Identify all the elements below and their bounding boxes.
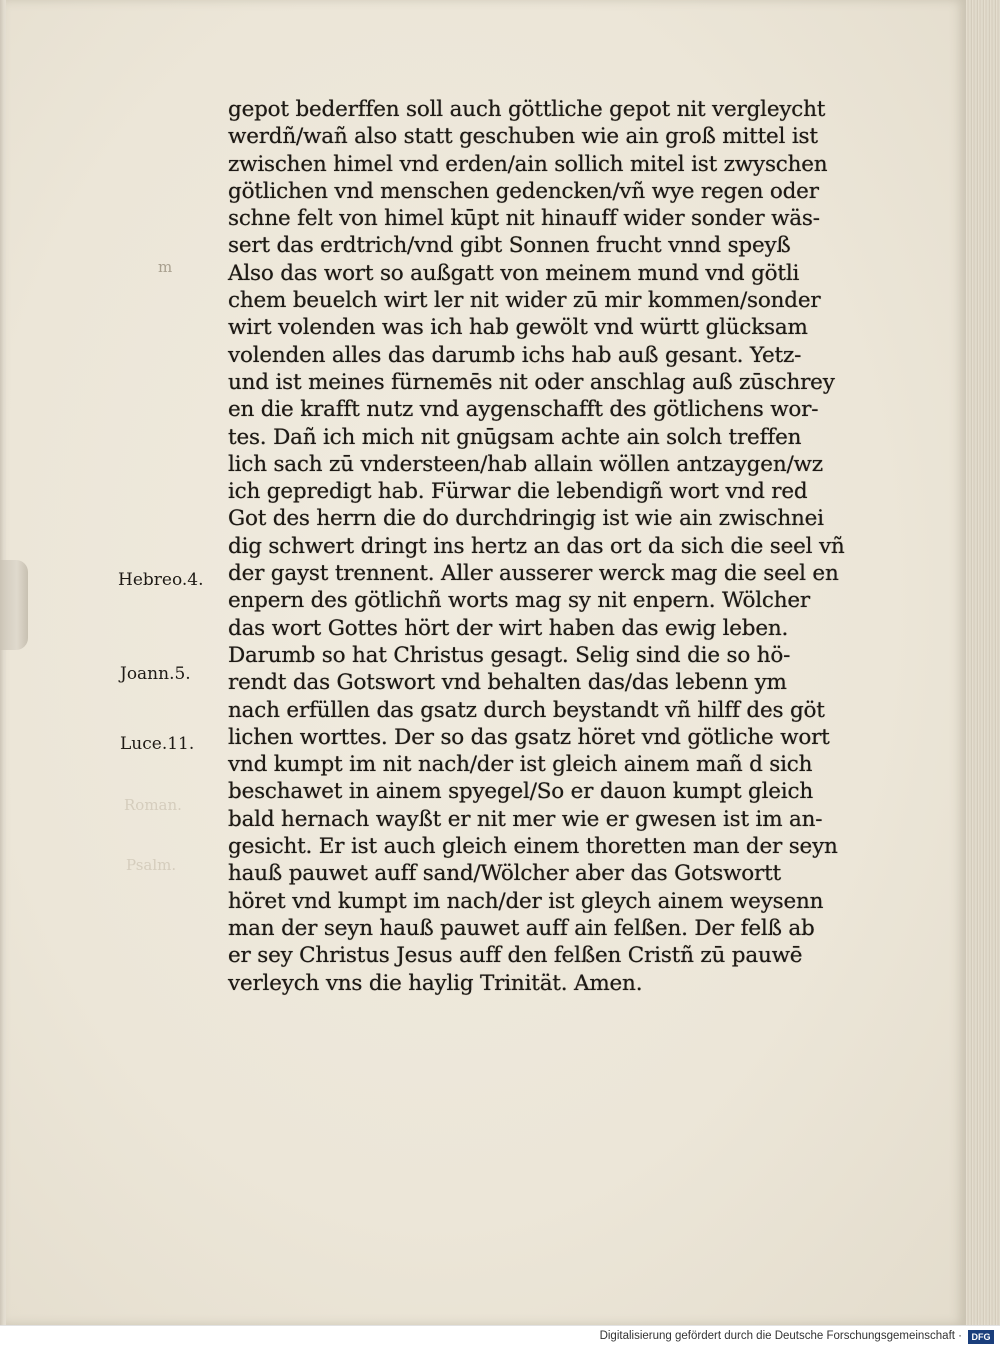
text-line: Got des herrn die do durchdringig ist wie ain zwischnei (228, 506, 824, 532)
text-line: sert das erdtrich/vnd gibt Sonnen frucht vnnd speyß (228, 233, 791, 259)
text-line: hauß pauwet auff sand/Wölcher aber das Gotswortt (228, 861, 782, 887)
text-line: chem beuelch wirt ler nit wider zū mir kommen/sonder (228, 288, 821, 314)
text-line: tes. Dañ ich mich nit gnūgsam achte ain solch treffen (228, 424, 802, 450)
bleed-through: Psalm. (126, 856, 177, 874)
text-line: wirt volenden was ich hab gewölt vnd württ glücksam (228, 315, 808, 341)
text-line: nach erfüllen das gsatz durch beystandt vñ hilff des göt (228, 697, 825, 723)
bleed-through: Roman. (124, 796, 182, 814)
marginal-reference-luce: Luce.11. (120, 734, 195, 754)
text-line: man der seyn hauß pauwet auff ain felßen. Der felß ab (228, 915, 815, 941)
dfg-logo: DFG (968, 1330, 994, 1344)
text-line: der gayst trennent. Aller ausserer werck mag die seel en (228, 561, 839, 587)
book-page (6, 0, 966, 1325)
text-line: verleych vns die haylig Trinität. Amen. (228, 970, 643, 996)
margin-mark: m (158, 258, 173, 276)
text-line: götlichen vnd menschen gedencken/vñ wye regen oder (228, 178, 819, 204)
text-line: lich sach zū vndersteen/hab allain wöllen antzaygen/wz (228, 451, 823, 477)
body-text (228, 96, 888, 997)
text-line: en die krafft nutz vnd aygenschafft des götlichens wor- (228, 397, 819, 423)
text-line: Also das wort so außgatt von meinem mund vnd götli (228, 260, 800, 286)
text-line: er sey Christus Jesus auff den felßen Cristñ zū pauwē (228, 943, 803, 969)
marginal-reference-joann: Joann.5. (120, 664, 191, 684)
text-line: rendt das Gotswort vnd behalten das/das lebenn ym (228, 670, 787, 696)
digitization-credit-bar (0, 1325, 1000, 1349)
book-clip (0, 560, 28, 650)
text-line: beschawet in ainem spyegel/So er dauon kumpt gleich (228, 779, 813, 805)
credit-text: Digitalisierung gefördert durch die Deutsche Forschungsgemeinschaft · (599, 1330, 962, 1342)
text-line: werdñ/wañ also statt geschuben wie ain groß mittel ist (228, 124, 818, 150)
text-line: gepot bederffen soll auch göttliche gepot nit vergleycht (228, 97, 826, 122)
text-line: volenden alles das darumb ichs hab auß gesant. Yetz- (228, 342, 802, 368)
page-stack-edge (966, 0, 1000, 1325)
text-line: und ist meines fürnemēs nit oder anschlag auß zūschrey (228, 369, 835, 395)
text-line: gesicht. Er ist auch gleich einem thoretten man der seyn (228, 834, 838, 860)
text-line: das wort Gottes hört der wirt haben das ewig leben. (228, 615, 789, 641)
marginal-reference-hebreo: Hebreo.4. (118, 570, 204, 590)
text-line: dig schwert dringt ins hertz an das ort da sich die seel vñ (228, 533, 845, 559)
text-line: höret vnd kumpt im nach/der ist gleych ainem weysenn (228, 888, 824, 914)
text-line: ich gepredigt hab. Fürwar die lebendigñ wort vnd red (228, 479, 808, 505)
text-line: schne felt von himel kūpt nit hinauff wider sonder wäs- (228, 206, 820, 232)
text-line: vnd kumpt im nit nach/der ist gleich ainem mañ d sich (228, 752, 813, 778)
text-line: zwischen himel vnd erden/ain sollich mitel ist zwyschen (228, 151, 828, 177)
text-line: Darumb so hat Christus gesagt. Selig sind die so hö- (228, 642, 791, 668)
text-line: enpern des götlichñ worts mag sy nit enpern. Wölcher (228, 588, 810, 614)
text-line: lichen worttes. Der so das gsatz höret vnd götliche wort (228, 724, 830, 750)
text-line: bald hernach wayßt er nit mer wie er gwesen ist im an- (228, 806, 823, 832)
